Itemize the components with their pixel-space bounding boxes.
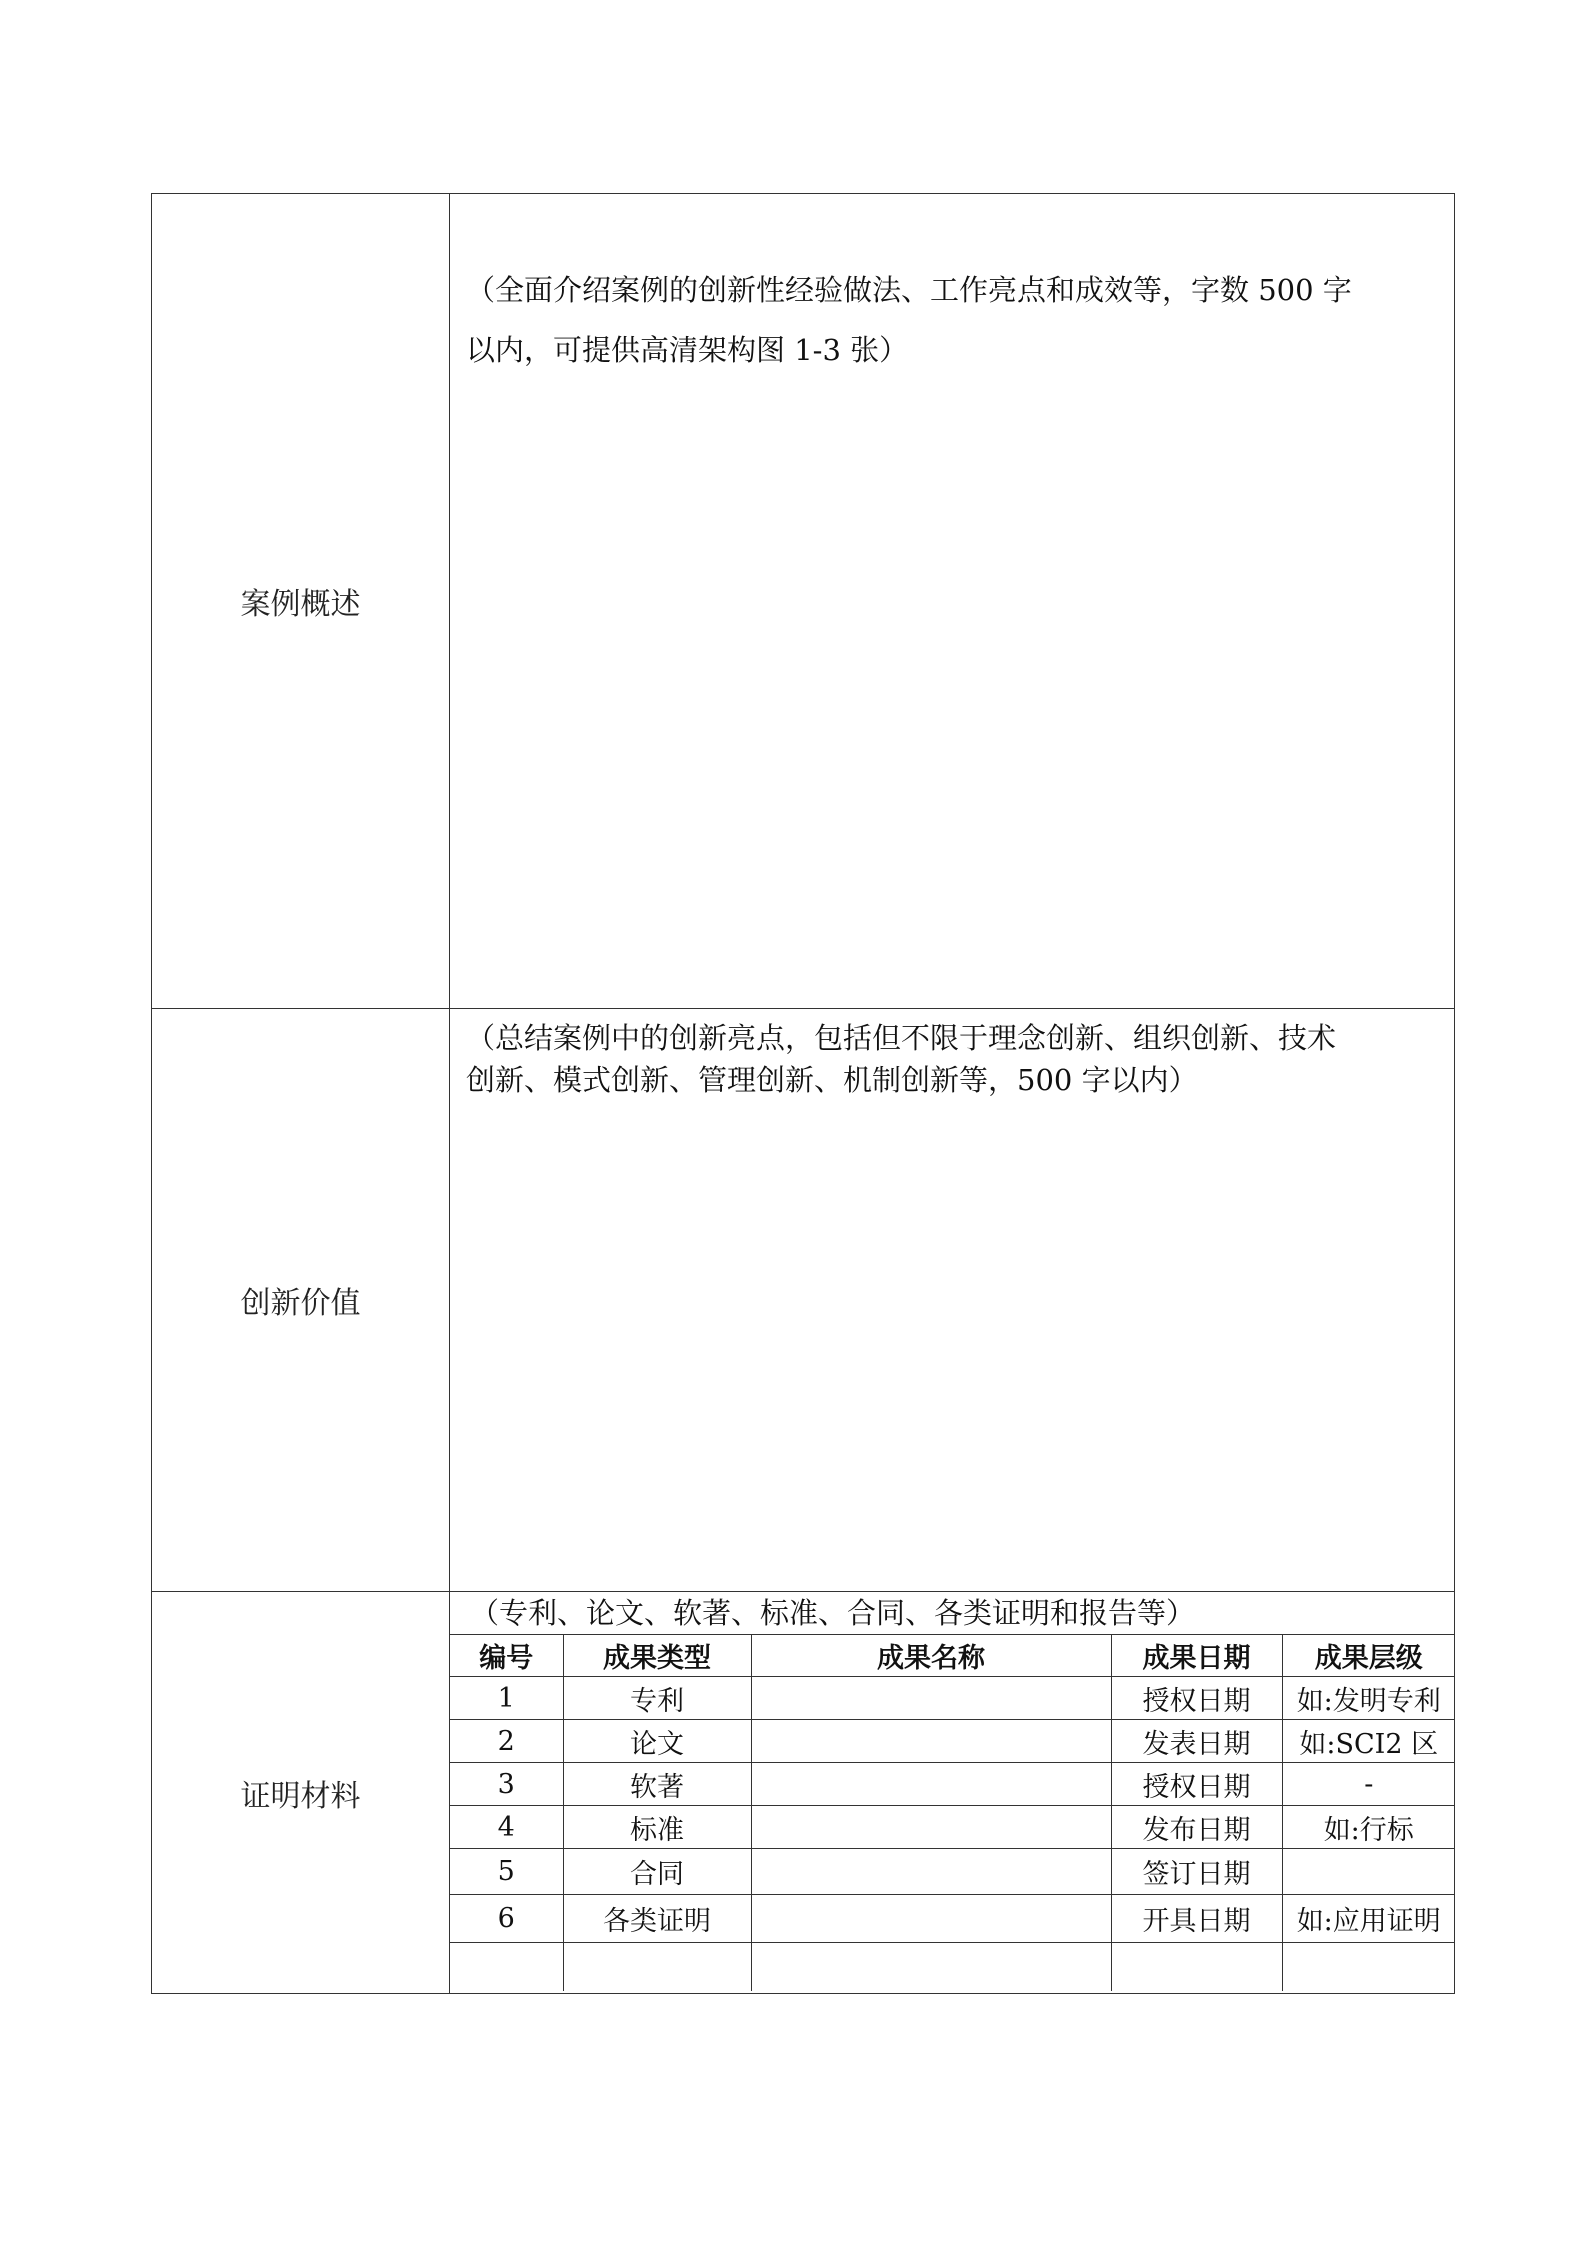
row-date[interactable]: 发表日期 [1111, 1720, 1282, 1763]
row-date[interactable]: 签订日期 [1111, 1849, 1282, 1895]
row-date[interactable]: 授权日期 [1111, 1763, 1282, 1806]
innovation-hint [450, 1009, 1454, 1101]
row-no[interactable] [450, 1943, 563, 1991]
table-row [450, 1763, 1455, 1806]
row-level[interactable]: 如:发明专利 [1282, 1677, 1455, 1720]
row-name-cell[interactable] [751, 1895, 1111, 1943]
row-level[interactable] [1282, 1849, 1455, 1895]
overview-row [152, 194, 1455, 1009]
evidence-row [152, 1592, 1455, 1994]
row-name-cell[interactable] [751, 1943, 1111, 1991]
overview-content-cell[interactable] [450, 194, 1455, 1009]
row-date[interactable]: 授权日期 [1111, 1677, 1282, 1720]
row-name-cell[interactable] [751, 1763, 1111, 1806]
table-row [450, 1849, 1455, 1895]
row-type: 合同 [563, 1849, 751, 1895]
evidence-table [450, 1634, 1455, 1991]
table-row [450, 1806, 1455, 1849]
overview-hint-line2: 以内，可提供高清架构图 1-3 张） [466, 333, 909, 367]
row-name-cell[interactable] [751, 1849, 1111, 1895]
row-type: 软著 [563, 1763, 751, 1806]
evidence-label: 证明材料 [152, 1592, 450, 1994]
row-date[interactable] [1111, 1943, 1282, 1991]
row-name-cell[interactable] [751, 1677, 1111, 1720]
header-no: 编号 [450, 1635, 563, 1677]
row-type: 标准 [563, 1806, 751, 1849]
row-no: 2 [450, 1720, 563, 1763]
row-level[interactable] [1282, 1943, 1455, 1991]
header-date: 成果日期 [1111, 1635, 1282, 1677]
row-no: 6 [450, 1895, 563, 1943]
row-no: 5 [450, 1849, 563, 1895]
innovation-content-cell[interactable] [450, 1009, 1455, 1592]
row-date[interactable]: 开具日期 [1111, 1895, 1282, 1943]
innovation-label: 创新价值 [152, 1009, 450, 1592]
row-level[interactable]: 如:行标 [1282, 1806, 1455, 1849]
innovation-hint-line2: 创新、模式创新、管理创新、机制创新等，500 字以内） [466, 1063, 1198, 1097]
row-type: 论文 [563, 1720, 751, 1763]
row-level[interactable]: 如:SCI2 区 [1282, 1720, 1455, 1763]
table-row [450, 1895, 1455, 1943]
header-name: 成果名称 [751, 1635, 1111, 1677]
table-row [450, 1720, 1455, 1763]
header-type: 成果类型 [563, 1635, 751, 1677]
row-level[interactable]: - [1282, 1763, 1455, 1806]
row-type[interactable] [563, 1943, 751, 1991]
innovation-row [152, 1009, 1455, 1592]
row-name-cell[interactable] [751, 1806, 1111, 1849]
application-form-table [151, 193, 1455, 1994]
table-row [450, 1943, 1455, 1991]
row-type: 专利 [563, 1677, 751, 1720]
row-no: 4 [450, 1806, 563, 1849]
row-type: 各类证明 [563, 1895, 751, 1943]
overview-hint-line1: （全面介绍案例的创新性经验做法、工作亮点和成效等，字数 500 字 [466, 273, 1352, 307]
evidence-table-header [450, 1635, 1455, 1677]
evidence-hint: （专利、论文、软著、标准、合同、各类证明和报告等） [470, 1596, 1196, 1630]
overview-label: 案例概述 [152, 194, 450, 1009]
header-level: 成果层级 [1282, 1635, 1455, 1677]
row-level[interactable]: 如:应用证明 [1282, 1895, 1455, 1943]
row-no: 3 [450, 1763, 563, 1806]
innovation-hint-line1: （总结案例中的创新亮点，包括但不限于理念创新、组织创新、技术 [466, 1021, 1337, 1055]
table-row [450, 1677, 1455, 1720]
overview-hint [450, 194, 1454, 380]
row-no: 1 [450, 1677, 563, 1720]
row-name-cell[interactable] [751, 1720, 1111, 1763]
row-date[interactable]: 发布日期 [1111, 1806, 1282, 1849]
evidence-content-cell [450, 1592, 1455, 1994]
